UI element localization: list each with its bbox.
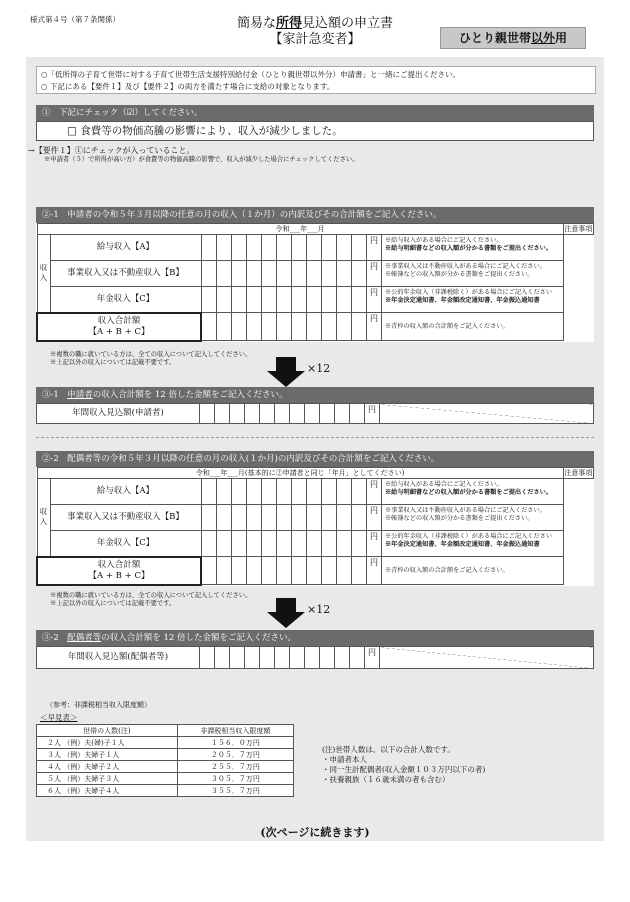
section22-total-label bbox=[37, 557, 201, 585]
section21-row-1-notes bbox=[382, 261, 564, 287]
yen-unit: 円 bbox=[367, 261, 382, 287]
down-arrow-icon bbox=[267, 598, 305, 628]
input-cell[interactable] bbox=[337, 531, 352, 557]
input-cell[interactable] bbox=[277, 479, 292, 505]
input-cell[interactable] bbox=[307, 261, 322, 287]
ref-cell: １５６．０万円 bbox=[177, 737, 293, 749]
input-cell[interactable] bbox=[201, 313, 217, 341]
input-cell[interactable] bbox=[337, 313, 352, 341]
input-cell[interactable] bbox=[277, 287, 292, 313]
input-cell[interactable] bbox=[307, 479, 322, 505]
input-cell[interactable] bbox=[262, 261, 277, 287]
section21-row-2-notes bbox=[382, 287, 564, 313]
input-cell[interactable] bbox=[247, 479, 262, 505]
title-emphasis: 所得 bbox=[275, 16, 302, 31]
input-cell[interactable] bbox=[277, 261, 292, 287]
input-cell[interactable] bbox=[260, 647, 275, 669]
input-cell[interactable] bbox=[322, 531, 337, 557]
ref-cell: ２人 （例）夫(婦)子１人 bbox=[37, 737, 178, 749]
input-cell[interactable] bbox=[262, 313, 277, 341]
intro-line-1: ○「低所得の子育て世帯に対する子育て世帯生活支援特別給付金（ひとり親世帯以外分）申請書」と一緒にご提出ください。 bbox=[41, 70, 461, 79]
input-cell[interactable] bbox=[305, 404, 320, 424]
input-cell[interactable] bbox=[352, 531, 367, 557]
input-cell[interactable] bbox=[232, 313, 247, 341]
input-cell[interactable] bbox=[292, 287, 307, 313]
section22-row-0-label: 給与収入【A】 bbox=[50, 479, 201, 505]
input-cell[interactable] bbox=[262, 531, 277, 557]
note: ※給与明細書などの収入額が分かる書類をご提出ください。 bbox=[385, 245, 553, 252]
intro-line-2: ○ 下記にある【要件１】及び【要件２】の両方を満たす場合に支給の対象となります。 bbox=[41, 82, 335, 91]
input-cell[interactable] bbox=[277, 235, 292, 261]
input-cell[interactable] bbox=[322, 479, 337, 505]
ref-cell: ２０５．７万円 bbox=[177, 749, 293, 761]
ref-header: 非課税相当収入限度額 bbox=[177, 725, 293, 737]
section22-foot-2: ※上記以外の収入については記載不要です。 bbox=[50, 600, 176, 607]
input-cell[interactable] bbox=[322, 287, 337, 313]
input-cell[interactable] bbox=[275, 647, 290, 669]
input-cell[interactable] bbox=[337, 235, 352, 261]
input-cell[interactable] bbox=[322, 557, 337, 585]
section22-row-1-label: 事業収入又は不動産収入【B】 bbox=[50, 505, 201, 531]
divider bbox=[36, 437, 594, 438]
yen-unit: 円 bbox=[367, 235, 382, 261]
input-cell[interactable] bbox=[290, 404, 305, 424]
input-cell[interactable] bbox=[277, 557, 292, 585]
yen-unit: 円 bbox=[367, 505, 382, 531]
input-cell[interactable] bbox=[322, 261, 337, 287]
section21-foot-1: ※複数の職に就いている方は、全ての収入について記入してください。 bbox=[50, 351, 252, 358]
input-cell[interactable] bbox=[201, 531, 217, 557]
input-cell[interactable] bbox=[201, 235, 217, 261]
section22-bar: ②-2 配偶者等の令和５年３月以降の任意の月の収入(１か月)の内訳及びその合計額をご記入ください。 bbox=[36, 451, 594, 467]
input-cell[interactable] bbox=[352, 235, 367, 261]
section31-blank bbox=[380, 404, 594, 424]
total-formula: 【A + B + C】 bbox=[88, 326, 150, 337]
section22-notes-header: 注意事項 bbox=[564, 469, 593, 477]
section21-row-0-label: 給与収入【A】 bbox=[50, 235, 201, 261]
title-pre: 簡易な bbox=[236, 16, 276, 31]
note: ※事業収入又は不動産収入がある場合にご記入ください。 bbox=[385, 507, 546, 514]
input-cell[interactable] bbox=[290, 647, 305, 669]
note: ※給与収入がある場合にご記入ください。 bbox=[385, 481, 503, 488]
down-arrow-icon bbox=[267, 357, 305, 387]
input-cell[interactable] bbox=[247, 261, 262, 287]
bar-prefix: ③-1 bbox=[42, 390, 68, 400]
input-cell[interactable] bbox=[217, 479, 232, 505]
yen-unit: 円 bbox=[365, 647, 380, 669]
input-cell[interactable] bbox=[247, 557, 262, 585]
input-cell[interactable] bbox=[320, 404, 335, 424]
note: ※給与明細書などの収入額が分かる書類をご提出ください。 bbox=[385, 489, 553, 496]
input-cell[interactable] bbox=[320, 647, 335, 669]
input-cell[interactable] bbox=[232, 531, 247, 557]
note: ※事業収入又は不動産収入がある場合にご記入ください。 bbox=[385, 263, 546, 270]
section31-bar bbox=[36, 387, 594, 403]
form-type-badge bbox=[440, 27, 586, 49]
input-cell[interactable] bbox=[201, 287, 217, 313]
input-cell[interactable] bbox=[352, 261, 367, 287]
section1-checkbox[interactable]: □ 食費等の物価高騰の影響により、収入が減少しました。 bbox=[36, 121, 594, 141]
household-note bbox=[322, 745, 485, 785]
ref-cell: ３０５．７万円 bbox=[177, 773, 293, 785]
yen-unit: 円 bbox=[365, 404, 380, 424]
input-cell[interactable] bbox=[232, 479, 247, 505]
household-note-item: ・扶養親族（１６歳未満の者も含む） bbox=[322, 775, 450, 784]
input-cell[interactable] bbox=[262, 557, 277, 585]
section31-label: 年間収入見込額(申請者) bbox=[37, 404, 200, 424]
reference-caption: （参考：非課税相当収入限度額） bbox=[46, 701, 151, 709]
household-note-item: ・同一生計配偶者(収入金額１０３万円以下の者) bbox=[322, 765, 486, 774]
input-cell[interactable] bbox=[262, 505, 277, 531]
input-cell[interactable] bbox=[230, 647, 245, 669]
input-cell[interactable] bbox=[247, 531, 262, 557]
bar-prefix: ③-2 bbox=[42, 633, 68, 643]
yen-unit: 円 bbox=[367, 531, 382, 557]
input-cell[interactable] bbox=[201, 261, 217, 287]
input-cell[interactable] bbox=[307, 505, 322, 531]
badge-pre: ひとり親世帯 bbox=[458, 31, 531, 45]
section21-table bbox=[36, 223, 594, 342]
input-cell[interactable] bbox=[322, 235, 337, 261]
input-cell[interactable] bbox=[201, 557, 217, 585]
input-cell[interactable] bbox=[350, 647, 365, 669]
note: ※公的年金収入（非課税除く）がある場合にご記入ください bbox=[385, 533, 553, 540]
section32-bar bbox=[36, 630, 594, 646]
input-cell[interactable] bbox=[337, 479, 352, 505]
input-cell[interactable] bbox=[350, 404, 365, 424]
input-cell[interactable] bbox=[247, 235, 262, 261]
note: ※帳簿などの収入額が分かる書類をご提出ください。 bbox=[385, 271, 534, 278]
section21-foot-2: ※上記以外の収入については記載不要です。 bbox=[50, 359, 176, 366]
input-cell[interactable] bbox=[262, 235, 277, 261]
input-cell[interactable] bbox=[232, 261, 247, 287]
total-label: 収入合計額 bbox=[97, 559, 141, 570]
input-cell[interactable] bbox=[335, 647, 350, 669]
section21-times: ×12 bbox=[307, 362, 331, 375]
input-cell[interactable] bbox=[232, 287, 247, 313]
ref-cell: ５人 （例）夫婦子３人 bbox=[37, 773, 178, 785]
yen-unit: 円 bbox=[367, 479, 382, 505]
section21-row-2-label: 年金収入【C】 bbox=[50, 287, 201, 313]
ref-cell: ２５５．７万円 bbox=[177, 761, 293, 773]
ref-cell: ３人 （例）夫婦子１人 bbox=[37, 749, 178, 761]
section22-side-label: 収入 bbox=[37, 479, 50, 557]
badge-post: 用 bbox=[555, 31, 568, 45]
reference-table bbox=[36, 724, 294, 797]
input-cell[interactable] bbox=[217, 557, 232, 585]
section22-total-note: ※青枠の収入額の合計額をご記入ください。 bbox=[382, 557, 564, 585]
input-cell[interactable] bbox=[262, 479, 277, 505]
household-note-item: ・申請者本人 bbox=[322, 755, 367, 764]
section22-month-header: 令和___年___月(基本的に②申請者と同じ「年月」としてください) bbox=[37, 468, 563, 479]
section21-month-header: 令和___年___月 bbox=[37, 224, 563, 235]
note: ※帳簿などの収入額が分かる書類をご提出ください。 bbox=[385, 515, 534, 522]
input-cell[interactable] bbox=[352, 557, 367, 585]
input-cell[interactable] bbox=[245, 404, 260, 424]
input-cell[interactable] bbox=[201, 505, 217, 531]
bar-emphasis: 配偶者等 bbox=[67, 633, 102, 643]
input-cell[interactable] bbox=[335, 404, 350, 424]
input-cell[interactable] bbox=[277, 505, 292, 531]
section21-bar: ②-1 申請者の令和５年３月以降の任意の月の収入（１か月）の内訳及びその合計額をご記入ください。 bbox=[36, 207, 594, 223]
form-number: 様式第４号（第７条関係） bbox=[30, 15, 120, 24]
section32-blank bbox=[380, 647, 594, 669]
input-cell[interactable] bbox=[232, 557, 247, 585]
input-cell[interactable] bbox=[307, 531, 322, 557]
note: ※給与収入がある場合にご記入ください。 bbox=[385, 237, 503, 244]
page-subtitle: 【家計急変者】 bbox=[269, 32, 361, 47]
input-cell[interactable] bbox=[352, 479, 367, 505]
input-cell[interactable] bbox=[307, 235, 322, 261]
input-cell[interactable] bbox=[277, 531, 292, 557]
input-cell[interactable] bbox=[292, 479, 307, 505]
intro-notes bbox=[36, 66, 596, 94]
input-cell[interactable] bbox=[217, 235, 232, 261]
section21-total-note: ※青枠の収入額の合計額をご記入ください。 bbox=[382, 313, 564, 341]
input-cell[interactable] bbox=[232, 235, 247, 261]
note: ※年金決定通知書、年金額改定通知書、年金振込通知書 bbox=[385, 297, 540, 304]
input-cell[interactable] bbox=[247, 505, 262, 531]
continue-note: (次ページに続きます) bbox=[260, 826, 370, 839]
input-cell[interactable] bbox=[337, 505, 352, 531]
input-cell[interactable] bbox=[217, 505, 232, 531]
input-cell[interactable] bbox=[305, 647, 320, 669]
input-cell[interactable] bbox=[292, 313, 307, 341]
section22-row-0-notes bbox=[382, 479, 564, 505]
input-cell[interactable] bbox=[201, 479, 217, 505]
input-cell[interactable] bbox=[200, 647, 215, 669]
section21-row-1-label: 事業収入又は不動産収入【B】 bbox=[50, 261, 201, 287]
input-cell[interactable] bbox=[247, 313, 262, 341]
section21-row-0-notes bbox=[382, 235, 564, 261]
input-cell[interactable] bbox=[232, 505, 247, 531]
bar-emphasis: 申請者 bbox=[67, 390, 93, 400]
section32-table bbox=[36, 646, 594, 669]
yen-unit: 円 bbox=[367, 287, 382, 313]
section21-side-label: 収入 bbox=[37, 235, 50, 313]
input-cell[interactable] bbox=[230, 404, 245, 424]
input-cell[interactable] bbox=[262, 287, 277, 313]
input-cell[interactable] bbox=[337, 287, 352, 313]
section22-foot-1: ※複数の職に就いている方は、全ての収入について記入してください。 bbox=[50, 592, 252, 599]
total-formula: 【A + B + C】 bbox=[88, 570, 150, 581]
input-cell[interactable] bbox=[307, 287, 322, 313]
ref-cell: ３５５．７万円 bbox=[177, 785, 293, 797]
note: ※公的年金収入（非課税除く）がある場合にご記入ください bbox=[385, 289, 553, 296]
bar-suffix: の収入合計額を 12 倍した金額をご記入ください。 bbox=[101, 633, 297, 643]
ref-cell: ６人 （例）夫婦子４人 bbox=[37, 785, 178, 797]
input-cell[interactable] bbox=[322, 505, 337, 531]
input-cell[interactable] bbox=[215, 404, 230, 424]
household-note-title: (注)世帯人数は、以下の合計人数です。 bbox=[322, 745, 455, 754]
input-cell[interactable] bbox=[260, 404, 275, 424]
input-cell[interactable] bbox=[217, 313, 232, 341]
badge-emphasis: 以外 bbox=[530, 31, 555, 45]
input-cell[interactable] bbox=[292, 505, 307, 531]
input-cell[interactable] bbox=[275, 404, 290, 424]
section21-total-label bbox=[37, 313, 201, 341]
section1-bar: ① 下記にチェック（☑）してください。 bbox=[36, 105, 594, 121]
requirement1: →【要件１】①にチェックが入っていること。 bbox=[28, 146, 195, 155]
input-cell[interactable] bbox=[247, 287, 262, 313]
total-label: 収入合計額 bbox=[97, 315, 141, 326]
input-cell[interactable] bbox=[322, 313, 337, 341]
input-cell[interactable] bbox=[352, 313, 367, 341]
section22-row-2-notes bbox=[382, 531, 564, 557]
ref-cell: ４人 （例）夫婦子２人 bbox=[37, 761, 178, 773]
input-cell[interactable] bbox=[337, 261, 352, 287]
input-cell[interactable] bbox=[217, 531, 232, 557]
section1-note: ※申請者（５）で所得が高い方）が食費等の物価高騰の影響で、収入が減少した場合にチェックしてください。 bbox=[44, 156, 359, 163]
section21-notes-header: 注意事項 bbox=[564, 225, 593, 233]
input-cell[interactable] bbox=[307, 557, 322, 585]
section22-table bbox=[36, 467, 594, 586]
yen-unit: 円 bbox=[367, 557, 382, 585]
section22-row-1-notes bbox=[382, 505, 564, 531]
input-cell[interactable] bbox=[337, 557, 352, 585]
section31-table bbox=[36, 403, 594, 424]
input-cell[interactable] bbox=[292, 531, 307, 557]
input-cell[interactable] bbox=[292, 557, 307, 585]
yen-unit: 円 bbox=[367, 313, 382, 341]
ref-header: 世帯の人数(注) bbox=[37, 725, 178, 737]
reference-sub: ＜早見表＞ bbox=[40, 713, 78, 722]
input-cell[interactable] bbox=[292, 261, 307, 287]
section22-row-2-label: 年金収入【C】 bbox=[50, 531, 201, 557]
input-cell[interactable] bbox=[277, 313, 292, 341]
title-post: 見込額の申立書 bbox=[302, 16, 394, 31]
section22-times: ×12 bbox=[307, 603, 331, 616]
input-cell[interactable] bbox=[352, 505, 367, 531]
input-cell[interactable] bbox=[217, 261, 232, 287]
input-cell[interactable] bbox=[217, 287, 232, 313]
bar-suffix: の収入合計額を 12 倍した金額をご記入ください。 bbox=[92, 390, 288, 400]
section32-label: 年間収入見込額(配偶者等) bbox=[37, 647, 200, 669]
note: ※年金決定通知書、年金額改定通知書、年金振込通知書 bbox=[385, 541, 540, 548]
input-cell[interactable] bbox=[215, 647, 230, 669]
input-cell[interactable] bbox=[307, 313, 322, 341]
input-cell[interactable] bbox=[292, 235, 307, 261]
input-cell[interactable] bbox=[352, 287, 367, 313]
input-cell[interactable] bbox=[200, 404, 215, 424]
input-cell[interactable] bbox=[245, 647, 260, 669]
